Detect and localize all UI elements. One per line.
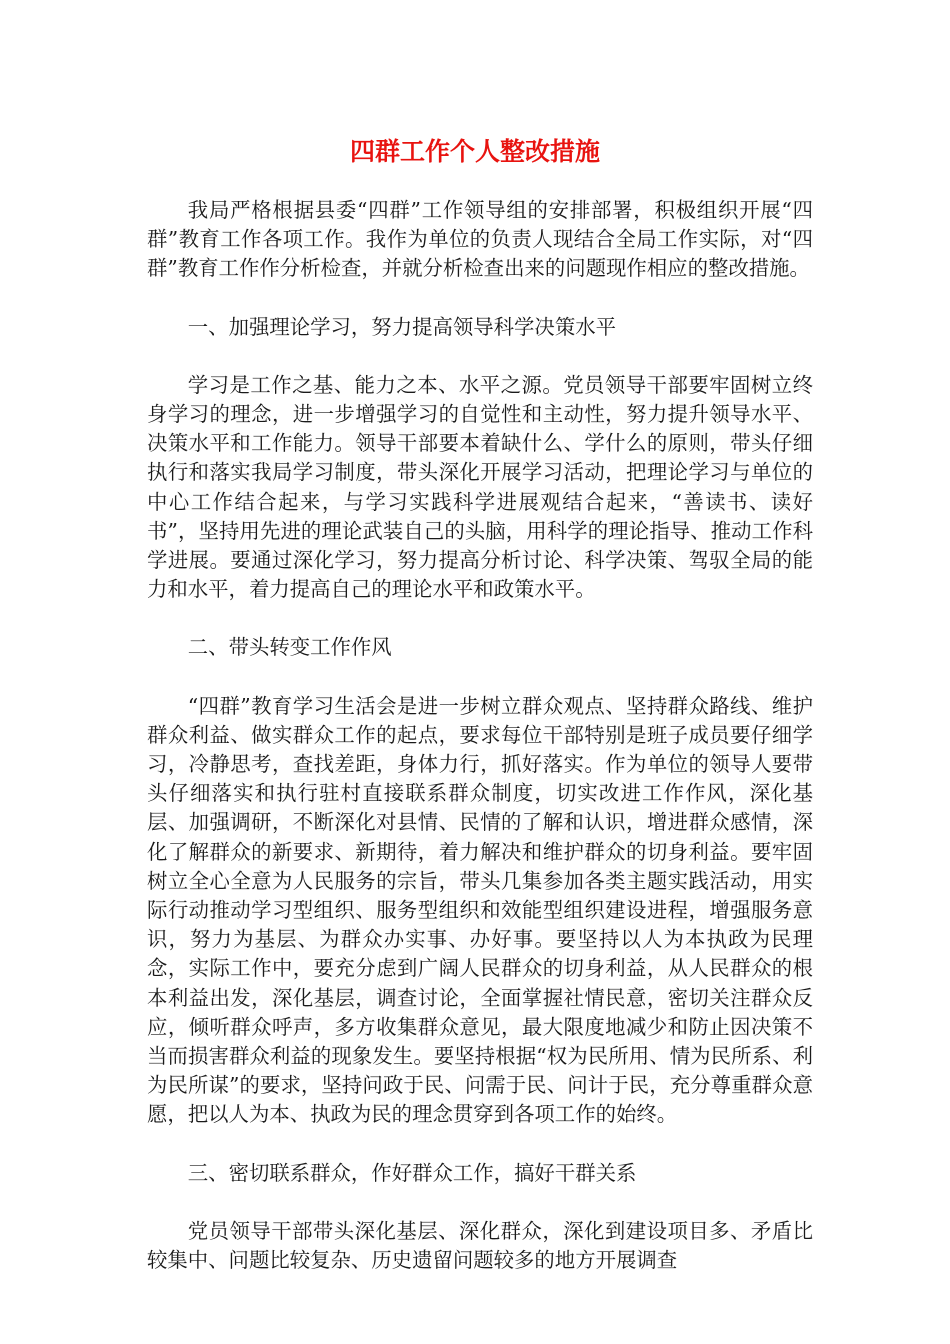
paragraph-gap <box>147 284 813 313</box>
document-title: 四群工作个人整改措施 <box>349 137 600 166</box>
paragraph-gap <box>147 1188 813 1217</box>
document-body <box>147 196 813 1275</box>
section-heading-3: 三、密切联系群众，作好群众工作，搞好干群关系 <box>187 1160 637 1185</box>
paragraph-intro: 我局严格根据县委“四群”工作领导组的安排部署，积极组织开展“四群”教育工作各项工作。我作为单位的负责人现结合全局工作实际，对“四群”教育工作作分析检查，并就分析检查出来的问题现作相应的整改措施。 <box>147 198 813 281</box>
paragraph-gap <box>147 663 813 692</box>
paragraph-section-1: 学习是工作之基、能力之本、水平之源。党员领导干部要牢固树立终身学习的理念，进一步增强学习的自觉性和主动性，努力提升领导水平、决策水平和工作能力。领导干部要本着缺什么、学什么的原则，带头仔细执行和落实我局学习制度，带头深化开展学习活动，把理论学习与单位的中心工作结合起来，与学习实践科学进展观结合起来，“善读书、读好书”，坚持用先进的理论武装自己的头脑，用科学的理论指导、推动工作科学进展。要通过深化学习，努力提高分析讨论、科学决策、驾驭全局的能力和水平，着力提高自己的理论水平和政策水平。 <box>147 372 813 602</box>
paragraph-gap <box>147 1130 813 1159</box>
paragraph-section-2: “四群”教育学习生活会是进一步树立群众观点、坚持群众路线、维护群众利益、做实群众工作的起点，要求每位干部特别是班子成员要仔细学习，冷静思考，查找差距，身体力行，抓好落实。作为单位的领导人要带头仔细落实和执行驻村直接联系群众制度，切实改进工作作风，深化基层、加强调研，不断深化对县情、民情的了解和认识，增进群众感情，深化了解群众的新要求、新期待，着力解决和维护群众的切身利益。要牢固树立全心全意为人民服务的宗旨，带头几集参加各类主题实践活动，用实际行动推动学习型组织、服务型组织和效能型组织建设进程，增强服务意识，努力为基层、为群众办实事、办好事。要坚持以人为本执政为民理念，实际工作中，要充分虑到广阔人民群众的切身利益，从人民群众的根本利益出发，深化基层，调查讨论，全面掌握社情民意，密切关注群众反应，倾听群众呼声，多方收集群众意见，最大限度地减少和防止因决策不当而损害群众利益的现象发生。要坚持根据“权为民所用、情为民所系、利为民所谋”的要求，坚持问政于民、问需于民、问计于民，充分尊重群众意愿，把以人为本、执政为民的理念贯穿到各项工作的始终。 <box>147 693 813 1127</box>
paragraph-gap <box>147 342 813 371</box>
section-heading-1: 一、加强理论学习，努力提高领导科学决策水平 <box>187 314 616 339</box>
paragraph-section-3: 党员领导干部带头深化基层、深化群众，深化到建设项目多、矛盾比较集中、问题比较复杂、历史遗留问题较多的地方开展调查 <box>147 1218 813 1273</box>
section-heading-2: 二、带头转变工作作风 <box>187 635 392 660</box>
paragraph-gap <box>147 604 813 633</box>
